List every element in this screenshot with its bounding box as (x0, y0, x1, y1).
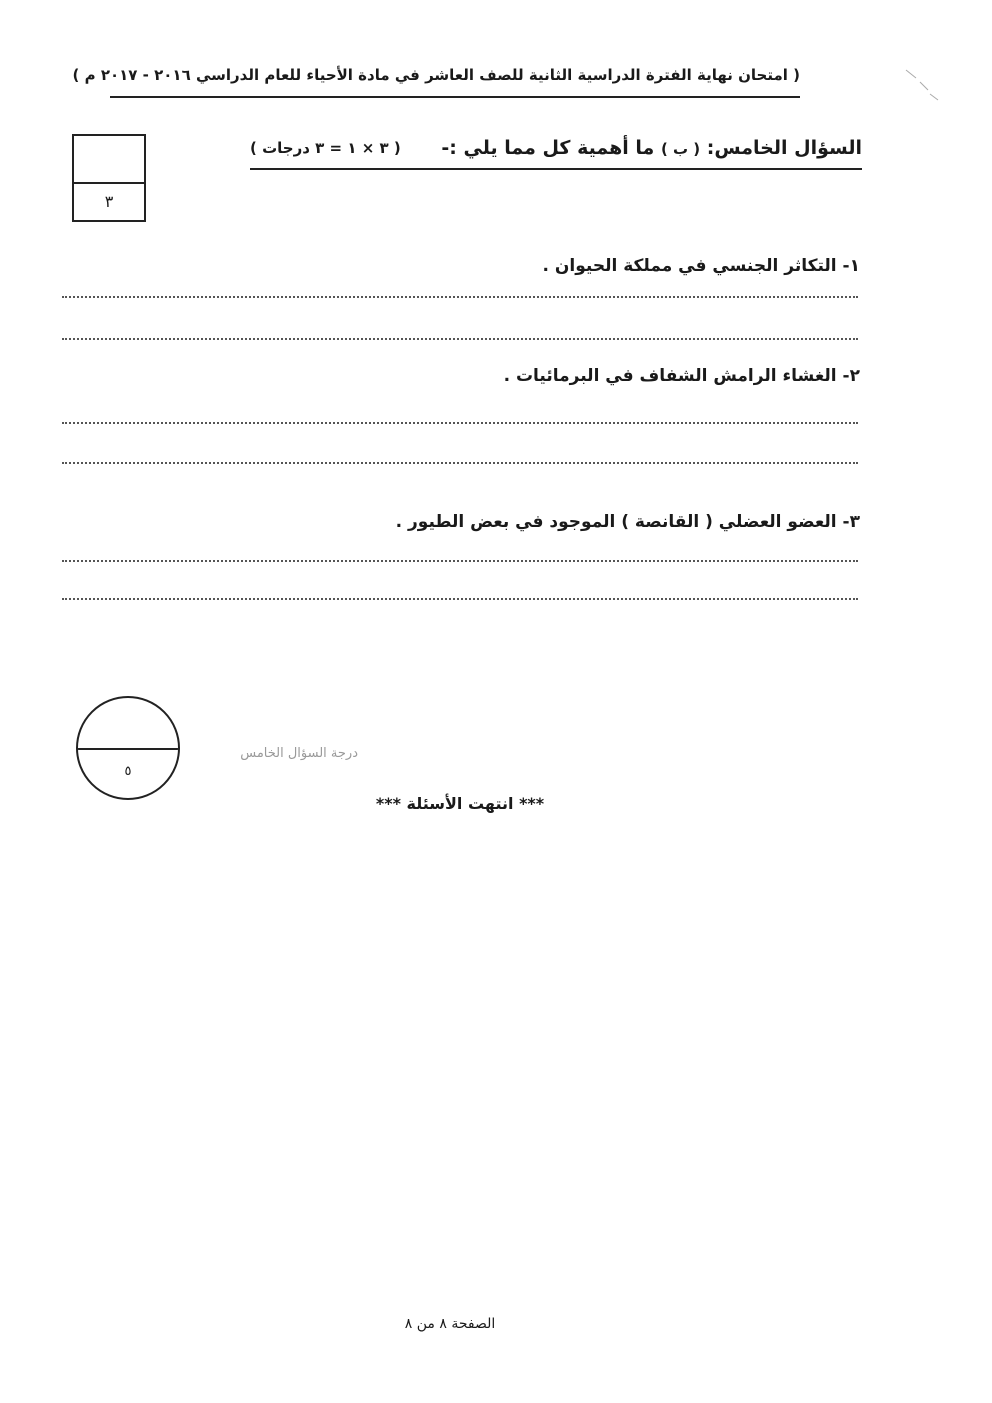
answer-line[interactable] (62, 422, 858, 424)
answer-line[interactable] (62, 462, 858, 464)
score-box (72, 134, 146, 222)
answer-line[interactable] (62, 560, 858, 562)
question-item-1: ١- التكاثر الجنسي في مملكة الحيوان . (542, 256, 860, 276)
score-box-empty-cell (74, 136, 144, 184)
page-number: الصفحة ٨ من ٨ (404, 1316, 496, 1332)
answer-line[interactable] (62, 296, 858, 298)
question-item-3: ٣- العضو العضلي ( القانصة ) الموجود في بعض الطيور . (395, 512, 860, 532)
question-item-2: ٢- الغشاء الرامش الشفاف في البرمائيات . (503, 366, 860, 386)
question-heading (441, 137, 862, 159)
question-part: ( ب ) (660, 140, 701, 158)
question-prompt: ما أهمية كل مما يلي :- (441, 137, 655, 159)
end-note: *** انتهت الأسئلة *** (375, 794, 545, 813)
question-title (250, 128, 862, 170)
answer-line[interactable] (62, 338, 858, 340)
question-label: السؤال الخامس: (706, 137, 862, 159)
grade-circle-divider (78, 748, 178, 750)
answer-line[interactable] (62, 598, 858, 600)
exam-header: ( امتحان نهاية الفترة الدراسية الثانية للصف العاشر في مادة الأحياء للعام الدراسي ٢٠١٦ - ٢٠١٧ م ) (110, 56, 800, 98)
grade-circle-value: ٥ (124, 764, 132, 779)
grade-circle-label: درجة السؤال الخامس (240, 746, 358, 761)
question-marks: ( ٣ × ١ = ٣ درجات ) (250, 139, 401, 157)
grade-circle (76, 696, 180, 800)
scan-mark-icon (902, 64, 942, 104)
score-box-value: ٣ (104, 192, 114, 211)
